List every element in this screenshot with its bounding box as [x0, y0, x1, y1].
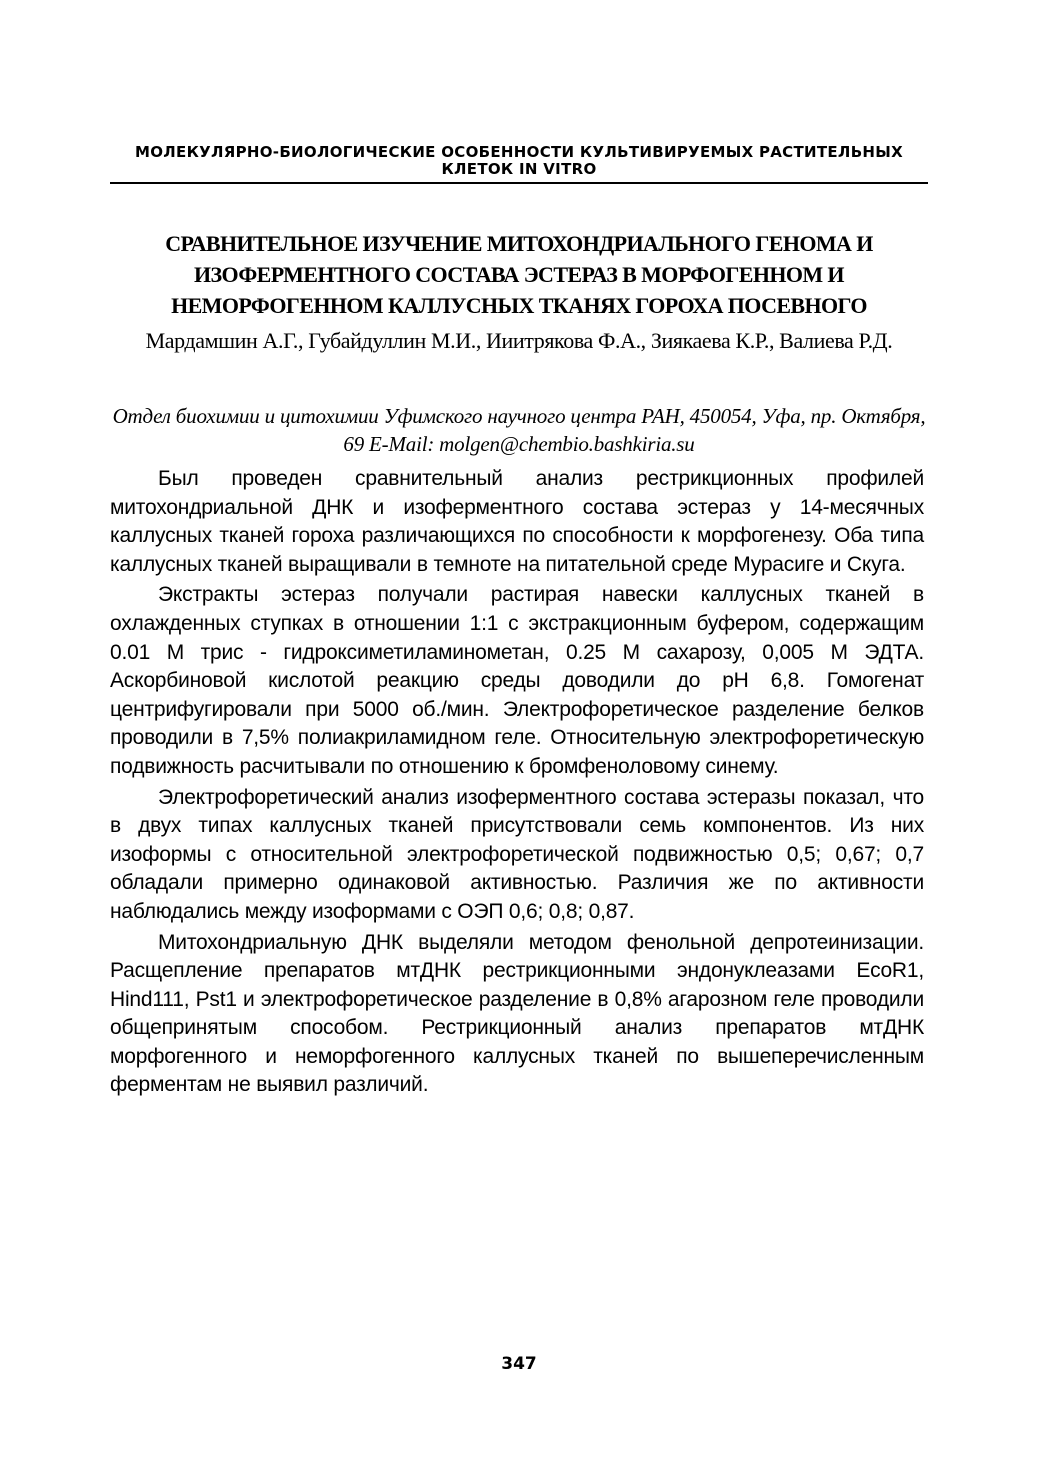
running-head-divider [110, 182, 928, 184]
page-number: 347 [501, 1354, 537, 1374]
article-authors: Мардамшин А.Г., Губайдуллин М.И., Ииитрякова Ф.А., Зиякаева К.Р., Валиева Р.Д. [145, 328, 893, 353]
article-title: СРАВНИТЕЛЬНОЕ ИЗУЧЕНИЕ МИТОХОНДРИАЛЬНОГО ГЕНОМА И ИЗОФЕРМЕНТНОГО СОСТАВА ЭСТЕРАЗ В МОРФОГЕННОМ И НЕМОРФОГЕННОМ КАЛЛУСНЫХ ТКАНЯХ ГОРОХА ПОСЕВНОГО [165, 231, 873, 318]
article-affiliation: Отдел биохимии и цитохимии Уфимского научного центра РАН, 450054, Уфа, пр. Октября, 69 E-Mail: molgen@chembio.bashkiria.su [112, 404, 926, 456]
body-paragraph: Электрофоретический анализ изоферментного состава эстеразы показал, что в двух типах каллусных тканей присутствовали семь компонентов. Из них изоформы с относительной электрофоретической подвижностью 0,5; 0,67; 0,7 обладали примерно одинаковой активностью. Различия же по активности наблюдались между изоформами с ОЭП 0,6; 0,8; 0,87. [110, 785, 924, 923]
body-paragraph: Экстракты эстераз получали растирая навески каллусных тканей в охлажденных ступках в отношении 1:1 с экстракционным буфером, содержащим 0.01 М трис - гидроксиметиламинометан, 0.25 М сахарозу, 0,005 М ЭДТА. Аскорбиновой кислотой реакцию среды доводили до pH 6,8. Гомогенат центрифугировали при 5000 об./мин. Электрофоретическое разделение белков проводили в 7,5% полиакриламидном геле. Относительную электрофоретическую подвижность расчитывали по отношению к бромфеноловому синему. [110, 583, 924, 778]
body-paragraph: Был проведен сравнительный анализ рестрикционных профилей митохондриальной ДНК и изоферментного состава эстераз у 14-месячных каллусных тканей гороха различающихся по способности к морфогенезу. Оба типа каллусных тканей выращивали в темноте на питательной среде Мурасиге и Скуга. [110, 467, 924, 576]
article-body [110, 465, 924, 1102]
running-head: МОЛЕКУЛЯРНО-БИОЛОГИЧЕСКИЕ ОСОБЕННОСТИ КУЛЬТИВИРУЕМЫХ РАСТИТЕЛЬНЫХ КЛЕТОК IN VITRO [134, 143, 903, 178]
body-paragraph: Митохондриальную ДНК выделяли методом фенольной депротеинизации. Расщепление препаратов мтДНК рестрикционными эндонуклеазами EcoR1, Hind111, Pst1 и электрофоретическое разделение в 0,8% агарозном геле проводили общепринятым способом. Рестрикционный анализ препаратов мтДНК морфогенного и неморфогенного каллусных тканей по вышеперечисленным ферментам не выявил различий. [110, 930, 924, 1097]
